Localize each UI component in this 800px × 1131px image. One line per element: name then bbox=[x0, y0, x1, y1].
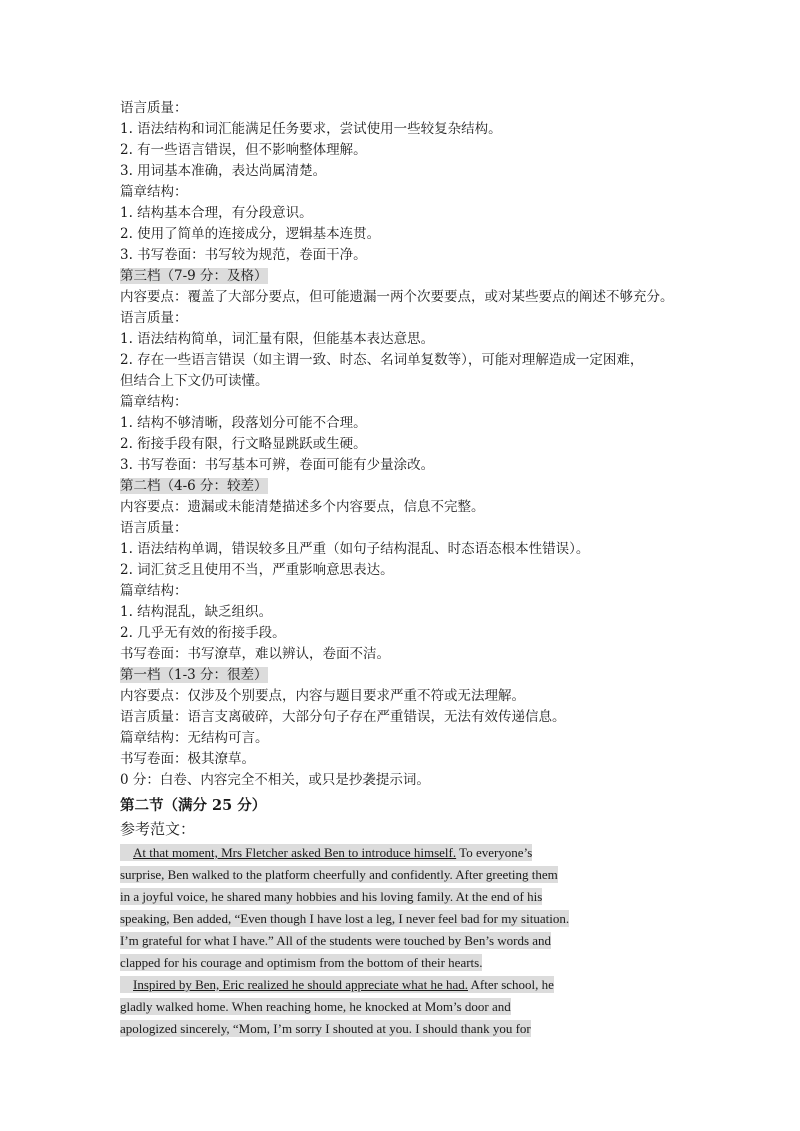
rubric-line: 3. 用词基本准确，表达尚属清楚。 bbox=[120, 163, 327, 179]
grade-heading: 第二档（4-6 分：较差） bbox=[120, 478, 268, 494]
essay-line: apologized sincerely, “Mom, I’m sorry I shouted at you. I should thank you for bbox=[120, 1021, 531, 1036]
section-title: 第二节（满分 25 分） bbox=[120, 797, 267, 814]
rubric-line: 篇章结构： bbox=[120, 184, 188, 200]
rubric-line: 1. 结构混乱，缺乏组织。 bbox=[120, 604, 273, 620]
rubric-line: 2. 词汇贫乏且使用不当，严重影响意思表达。 bbox=[120, 562, 394, 578]
reference-label: 参考范文： bbox=[120, 820, 196, 838]
rubric-line: 书写卷面：极其潦草。 bbox=[120, 751, 255, 767]
rubric-line: 书写卷面：书写潦草，难以辨认，卷面不洁。 bbox=[120, 646, 390, 662]
rubric-line: 语言质量： bbox=[120, 100, 188, 116]
essay-line: speaking, Ben added, “Even though I have lost a leg, I never feel bad for my situation. bbox=[120, 911, 570, 926]
rubric-line: 3. 书写卷面：书写基本可辨，卷面可能有少量涂改。 bbox=[120, 457, 435, 473]
rubric-line: 语言质量： bbox=[120, 310, 188, 326]
rubric-line: 1. 语法结构和词汇能满足任务要求，尝试使用一些较复杂结构。 bbox=[120, 121, 502, 137]
rubric-line: 篇章结构：无结构可言。 bbox=[120, 730, 269, 746]
rubric-line: 但结合上下文仍可读懂。 bbox=[120, 373, 269, 389]
essay-line: At that moment, Mrs Fletcher asked Ben to introduce himself. To everyone’s bbox=[120, 843, 532, 863]
essay-line: in a joyful voice, he shared many hobbies and his loving family. At the end of his bbox=[120, 889, 543, 904]
rubric-line: 2. 使用了简单的连接成分，逻辑基本连贯。 bbox=[120, 226, 381, 242]
rubric-line: 2. 衔接手段有限，行文略显跳跃或生硬。 bbox=[120, 436, 367, 452]
rubric-line: 内容要点：遗漏或未能清楚描述多个内容要点，信息不完整。 bbox=[120, 499, 485, 515]
essay-line: Inspired by Ben, Eric realized he should appreciate what he had. After school, he bbox=[120, 975, 554, 995]
rubric-line: 0 分：白卷、内容完全不相关，或只是抄袭提示词。 bbox=[120, 772, 430, 788]
rubric-line: 语言质量：语言支离破碎，大部分句子存在严重错误，无法有效传递信息。 bbox=[120, 709, 566, 725]
rubric-line: 内容要点：覆盖了大部分要点，但可能遗漏一两个次要要点，或对某些要点的阐述不够充分。 bbox=[120, 289, 674, 305]
rubric-line: 语言质量： bbox=[120, 520, 188, 536]
rubric-line: 3. 书写卷面：书写较为规范，卷面干净。 bbox=[120, 247, 367, 263]
rubric-line: 2. 存在一些语言错误（如主谓一致、时态、名词单复数等），可能对理解造成一定困难， bbox=[120, 352, 644, 368]
rubric-line: 2. 几乎无有效的衔接手段。 bbox=[120, 625, 286, 641]
rubric-line: 内容要点：仅涉及个别要点，内容与题目要求严重不符或无法理解。 bbox=[120, 688, 525, 704]
rubric-line: 1. 语法结构简单，词汇量有限，但能基本表达意思。 bbox=[120, 331, 435, 347]
rubric-line: 1. 语法结构单调，错误较多且严重（如句子结构混乱、时态语态根本性错误）。 bbox=[120, 541, 590, 557]
rubric-line: 1. 结构不够清晰，段落划分可能不合理。 bbox=[120, 415, 367, 431]
essay-line: gladly walked home. When reaching home, he knocked at Mom’s door and bbox=[120, 999, 511, 1014]
rubric-line: 篇章结构： bbox=[120, 394, 188, 410]
rubric-line: 1. 结构基本合理，有分段意识。 bbox=[120, 205, 313, 221]
grade-heading: 第一档（1-3 分：很差） bbox=[120, 667, 268, 683]
rubric-line: 篇章结构： bbox=[120, 583, 188, 599]
rubric-line: 2. 有一些语言错误，但不影响整体理解。 bbox=[120, 142, 367, 158]
essay-line: clapped for his courage and optimism from the bottom of their hearts. bbox=[120, 955, 483, 970]
grade-heading: 第三档（7-9 分：及格） bbox=[120, 268, 268, 284]
essay-line: surprise, Ben walked to the platform cheerfully and confidently. After greeting them bbox=[120, 867, 558, 882]
essay-line: I’m grateful for what I have.” All of the students were touched by Ben’s words and bbox=[120, 933, 552, 948]
